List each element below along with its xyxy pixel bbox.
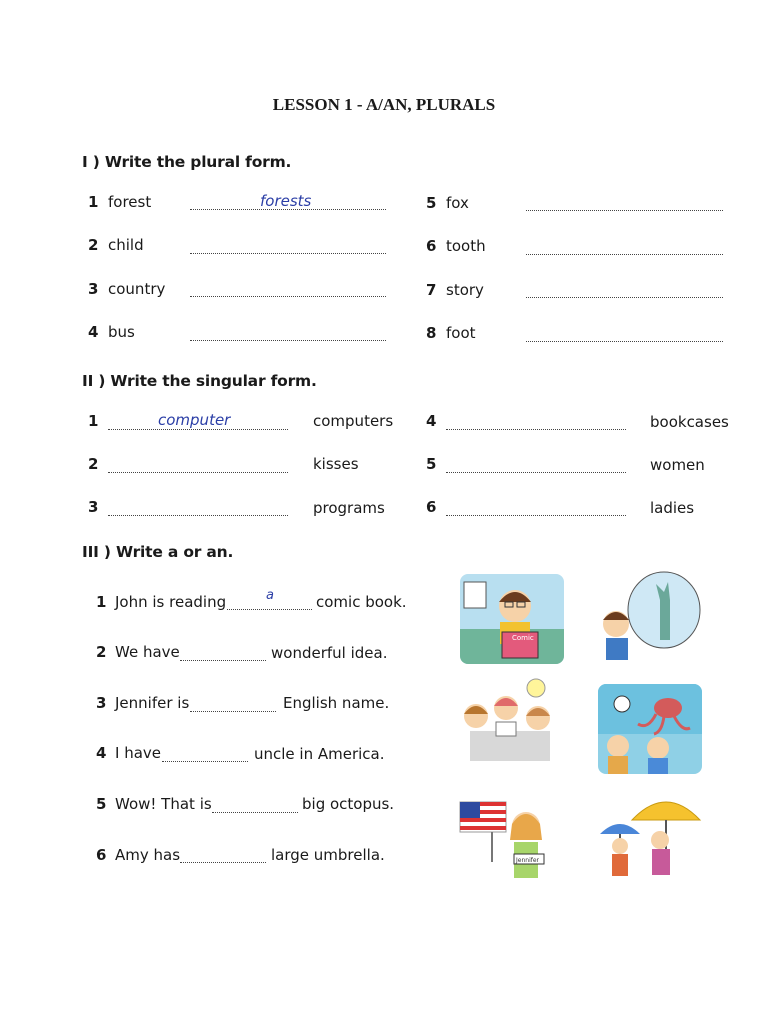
item-number: 4 <box>88 323 99 341</box>
item-word: forest <box>108 193 152 211</box>
item-word: programs <box>313 499 385 517</box>
item-word: child <box>108 236 144 254</box>
answer-line[interactable] <box>526 254 723 255</box>
item-number: 5 <box>96 795 107 813</box>
sentence-end: English name. <box>283 694 390 712</box>
jennifer-american-flag-illustration <box>456 792 560 882</box>
section-2-heading: II ) Write the singular form. <box>82 372 317 390</box>
item-number: 1 <box>88 193 99 211</box>
answer-line[interactable] <box>526 341 723 342</box>
sentence-end: uncle in America. <box>254 745 385 763</box>
item-number: 8 <box>426 324 437 342</box>
girls-with-idea-illustration <box>456 676 560 766</box>
boy-reading-comic-illustration <box>460 574 564 664</box>
sentence-end: big octopus. <box>302 795 395 813</box>
item-word: women <box>650 456 705 474</box>
section-1-heading: I ) Write the plural form. <box>82 153 292 171</box>
sentence-start: John is reading <box>115 593 227 611</box>
item-word: ladies <box>650 499 695 517</box>
answer-line[interactable] <box>190 296 386 297</box>
item-number: 6 <box>426 237 437 255</box>
item-number: 5 <box>426 194 437 212</box>
item-word: country <box>108 280 166 298</box>
item-number: 3 <box>96 694 107 712</box>
answer-line[interactable] <box>227 609 312 610</box>
item-number: 7 <box>426 281 437 299</box>
handwritten-answer: computer <box>158 411 231 429</box>
sentence-end: comic book. <box>316 593 407 611</box>
name-tag-label: Jennifer <box>516 857 540 864</box>
item-word: kisses <box>313 455 359 473</box>
item-number: 3 <box>88 498 99 516</box>
answer-line[interactable] <box>212 812 298 813</box>
item-number: 6 <box>426 498 437 516</box>
item-number: 5 <box>426 455 437 473</box>
item-number: 4 <box>96 744 107 762</box>
item-number: 3 <box>88 280 99 298</box>
umbrella-in-rain-illustration <box>598 788 702 878</box>
item-number: 2 <box>96 643 107 661</box>
answer-line[interactable] <box>446 429 626 430</box>
item-number: 6 <box>96 846 107 864</box>
answer-line[interactable] <box>108 472 288 473</box>
item-number: 2 <box>88 236 99 254</box>
answer-line[interactable] <box>162 761 248 762</box>
octopus-aquarium-illustration <box>598 684 702 774</box>
sentence-start: Wow! That is <box>115 795 212 813</box>
answer-line[interactable] <box>526 210 723 211</box>
comic-cover-label: Comic <box>512 634 534 642</box>
sentence-end: large umbrella. <box>271 846 385 864</box>
item-number: 1 <box>96 593 107 611</box>
item-word: bus <box>108 323 135 341</box>
sentence-start: I have <box>115 744 161 762</box>
page-title: LESSON 1 - A/AN, PLURALS <box>272 95 496 114</box>
item-number: 2 <box>88 455 99 473</box>
sentence-start: Amy has <box>115 846 181 864</box>
answer-line[interactable] <box>190 253 386 254</box>
sentence-start: We have <box>115 643 180 661</box>
item-word: computers <box>313 412 394 430</box>
item-number: 4 <box>426 412 437 430</box>
answer-line[interactable] <box>190 711 276 712</box>
answer-line[interactable] <box>108 515 288 516</box>
answer-line[interactable] <box>180 660 266 661</box>
item-word: foot <box>446 324 476 342</box>
answer-line[interactable] <box>526 297 723 298</box>
answer-line[interactable] <box>108 429 288 430</box>
item-number: 1 <box>88 412 99 430</box>
section-3-heading: III ) Write a or an. <box>82 543 234 561</box>
item-word: story <box>446 281 484 299</box>
boy-statue-of-liberty-illustration <box>598 570 702 660</box>
answer-line[interactable] <box>446 472 626 473</box>
handwritten-answer: forests <box>260 192 312 210</box>
answer-line[interactable] <box>446 515 626 516</box>
item-word: tooth <box>446 237 486 255</box>
sentence-end: wonderful idea. <box>271 644 388 662</box>
answer-line[interactable] <box>190 340 386 341</box>
handwritten-answer: a <box>266 588 274 603</box>
item-word: fox <box>446 194 469 212</box>
item-word: bookcases <box>650 413 729 431</box>
answer-line[interactable] <box>180 862 266 863</box>
sentence-start: Jennifer is <box>115 694 190 712</box>
